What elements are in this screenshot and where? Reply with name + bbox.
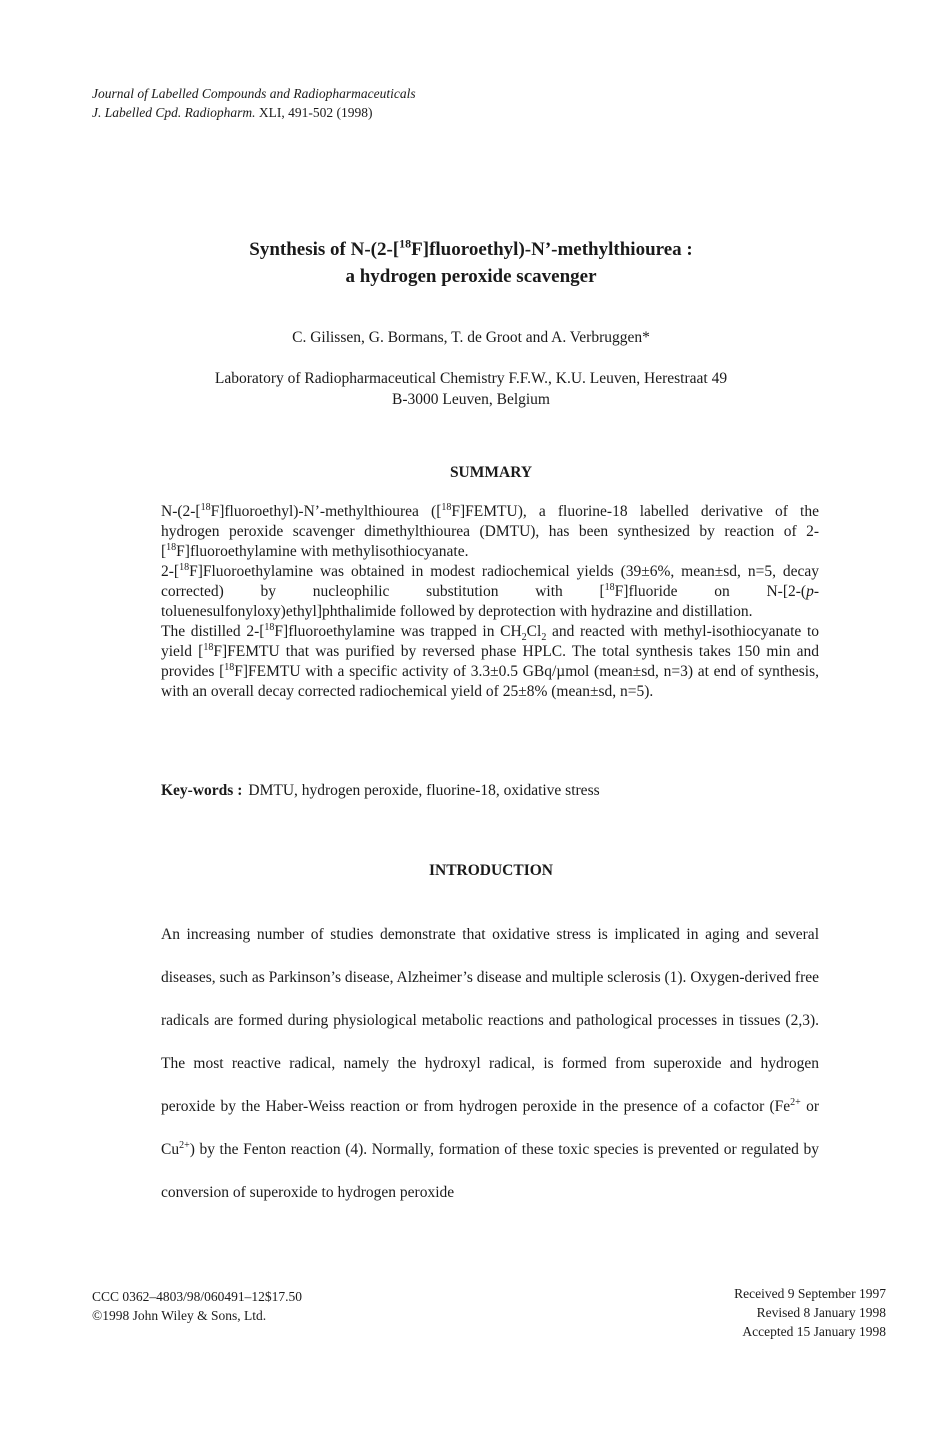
authors: C. Gilissen, G. Bormans, T. de Groot and A. Verbruggen*	[292, 329, 650, 346]
affiliation-line-1: Laboratory of Radiopharmaceutical Chemistry F.F.W., K.U. Leuven, Herestraat 49	[214, 370, 728, 387]
summary-heading: SUMMARY	[449, 464, 533, 481]
summary-paragraph-3: The distilled 2-[$^{18}$F]fluoroethylamine was trapped in $CH_2Cl_2$ and reacted with methyl-isothiocyanate to yield [$^{18}$F]FEMTU that was purified by reversed phase HPLC. The total synthesis takes 150 min and provides [$^{18}$F]FEMTU with a specific activity of 3.3±0.5 GBq/µmol (mean±sd, n=3) at end of synthesis, with an overall decay corrected radiochemical yield of 25±8% (mean±sd, n=5).	[161, 621, 820, 700]
revised-date: Revised 8 January 1998	[756, 1305, 886, 1320]
summary-body	[161, 502, 819, 702]
keywords-text: DMTU, hydrogen peroxide, fluorine-18, oxidative stress	[248, 782, 600, 799]
article-title	[0, 236, 942, 290]
ccc-code: CCC 0362–4803/98/060491–12$17.50	[92, 1289, 303, 1304]
journal-header	[92, 84, 416, 122]
journal-citation	[92, 103, 416, 122]
accepted-date: Accepted 15 January 1998	[742, 1324, 886, 1339]
keywords	[161, 782, 600, 800]
summary-paragraph-1: N-(2-[$^{18}$F]fluoroethyl)-N’-methylthiourea ([$^{18}$F]FEMTU), a fluorine-18 labelled derivative of the hydrogen peroxide scavenger dimethylthiourea (DMTU), has been synthesized by reaction of 2-[$^{18}$F]fluoroethylamine with methylisothiocyanate.	[161, 501, 819, 560]
title-line-2: a hydrogen peroxide scavenger	[345, 266, 597, 287]
introduction-paragraph: An increasing number of studies demonstrate that oxidative stress is implicated in aging and several diseases, such as Parkinson’s disease, Alzheimer’s disease and multiple sclerosis (1). Oxygen-derived free radicals are formed during physiological metabolic reactions and pathological processes in tissues (2,3). The most reactive radical, namely the hydroxyl radical, is formed from superoxide and hydrogen peroxide by the Haber-Weiss reaction or from hydrogen peroxide in the presence of a cofactor ($Fe^{2+}$ or $Cu^{2+}$) by the Fenton reaction (4). Normally, formation of these toxic species is prevented or regulated by conversion of superoxide to hydrogen peroxide	[161, 926, 819, 1201]
summary-paragraph-2: 2-[$^{18}$F]Fluoroethylamine was obtained in modest radiochemical yields (39±6%, mean±sd, n=5, decay corrected) by nucleophilic substitution with [$^{18}$F]fluoride on N-[2-(p-toluenesulfonyloxy)ethyl]phthalimide followed by deprotection with hydrazine and distillation.	[161, 561, 819, 620]
journal-pages: , 491-502 (1998)	[281, 105, 373, 120]
copyright: ©1998 John Wiley & Sons, Ltd.	[92, 1308, 267, 1323]
received-date: Received 9 September 1997	[734, 1286, 886, 1301]
affiliation-line-2: B-3000 Leuven, Belgium	[392, 391, 550, 408]
journal-name: Journal of Labelled Compounds and Radiopharmaceuticals	[92, 86, 416, 101]
affiliation	[0, 368, 942, 410]
introduction-heading: INTRODUCTION	[428, 862, 553, 879]
footer-dates	[734, 1284, 886, 1341]
journal-abbrev: J. Labelled Cpd. Radiopharm.	[92, 105, 256, 120]
title-line-1: Synthesis of N-(2-[$^{18}$F]fluoroethyl)-N’-methylthiourea :	[249, 236, 693, 260]
footer-publication-info	[92, 1287, 302, 1325]
journal-volume: XLI	[258, 105, 282, 120]
keywords-label: Key-words :	[161, 782, 243, 799]
